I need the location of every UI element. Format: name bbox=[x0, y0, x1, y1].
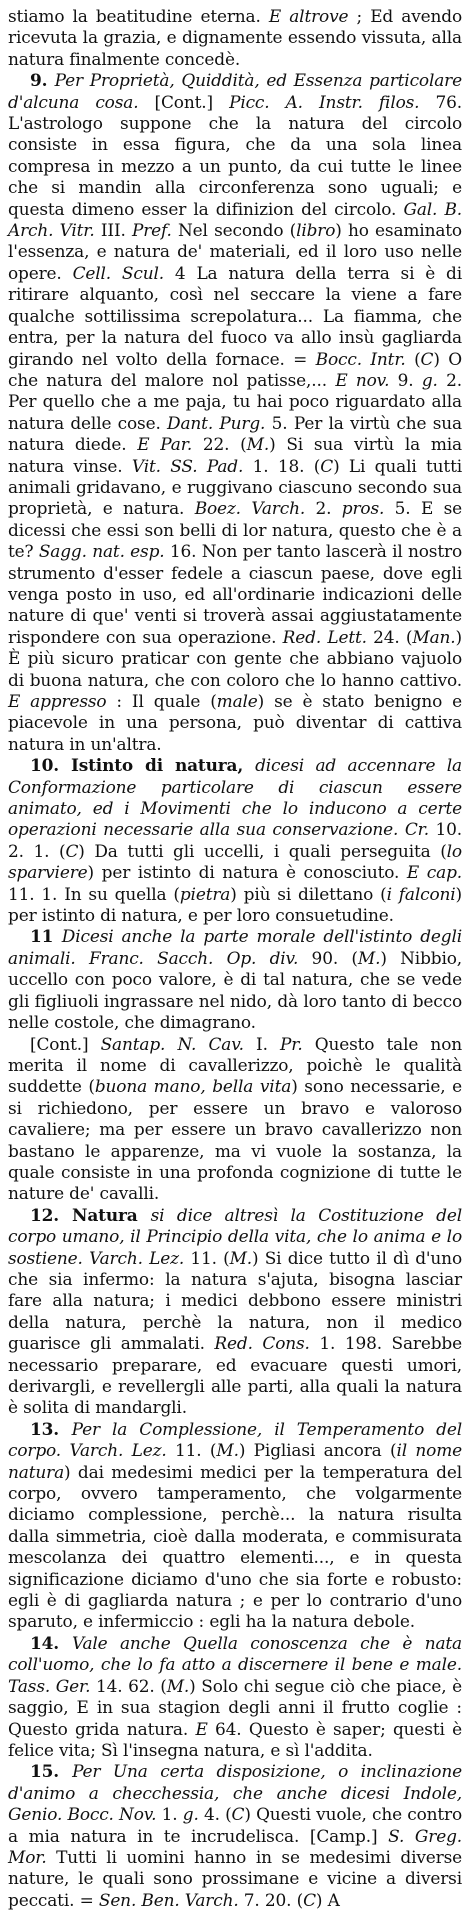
body-text: ( bbox=[405, 348, 421, 369]
body-text: ) Questi vuole, che contro a mia natura in te incrudelisca. [Camp.] bbox=[8, 1804, 463, 1846]
italic-text: Boez. Varch. bbox=[194, 498, 306, 519]
body-text: Nel secondo ( bbox=[171, 220, 297, 241]
body-text: : Il quale ( bbox=[106, 691, 217, 711]
body-text: ) per istinto di natura è conosciuto. bbox=[87, 862, 407, 883]
sense-number: 12. Natura bbox=[30, 1204, 151, 1225]
italic-text: E cap. bbox=[406, 862, 462, 883]
body-text: 16. Non per tanto lascerà il nostro strumento d'esser fedele a ciascun paese, dove egli venga posto in uso, ed all'ordinarie indicazioni delle nature di que' venti si troverà assai aggiustatamente rispondere con sua operazione. bbox=[8, 541, 462, 647]
italic-text: Bocc. Nov. bbox=[67, 1804, 157, 1825]
italic-text: C bbox=[420, 348, 434, 369]
body-text: ; Ed avendo ricevuta la grazia, e dignamente essendo vissuta, alla natura finalmente concedè. bbox=[8, 6, 463, 69]
italic-text: E appresso bbox=[8, 691, 107, 711]
body-text: ) Si sua virtù la mia natura vinse. bbox=[8, 434, 462, 476]
italic-text: Pref. bbox=[131, 220, 172, 241]
body-text: ) per istinto di natura, e per loro consuetudine. bbox=[8, 883, 462, 926]
italic-text: g. bbox=[421, 369, 438, 390]
body-text: 4. ( bbox=[198, 1804, 232, 1825]
body-text: 24. ( bbox=[366, 626, 413, 647]
italic-text: libro bbox=[296, 220, 336, 241]
italic-text: Picc. A. Instr. filos. bbox=[229, 91, 420, 112]
body-text: 22. ( bbox=[192, 434, 247, 455]
italic-text: Varch. Lez. bbox=[69, 1440, 167, 1461]
body-text: 11. 1. In su quella ( bbox=[8, 883, 180, 904]
italic-text: Gal. B. Arch. Vitr. bbox=[8, 198, 462, 241]
body-text: 5. E se dicessi che essi son belli di lor natura, questo che è a te? bbox=[8, 498, 462, 562]
entry-sense-15 bbox=[8, 1761, 462, 1911]
italic-text: lo sparviere bbox=[8, 840, 462, 883]
italic-text: M. bbox=[357, 947, 381, 968]
italic-text: Man. bbox=[412, 626, 456, 647]
italic-text: Per la Complessione, il Temperamento del corpo. bbox=[8, 1418, 463, 1461]
body-text: 5. Per la virtù che sua natura diede. bbox=[8, 412, 462, 455]
italic-text: male bbox=[216, 691, 258, 711]
italic-text: M. bbox=[229, 1247, 252, 1268]
italic-text: Sagg. nat. esp. bbox=[38, 541, 165, 562]
body-text: ) Nibbio, uccello con poco valore, è di tal natura, che se vede gli figliuoli ingrassare nel nido, dà loro tanto di becco nelle costole, che dimagrano. bbox=[8, 947, 462, 1033]
body-text: 1. 18. ( bbox=[243, 455, 321, 476]
body-text: ) più si dilettano ( bbox=[230, 883, 387, 904]
italic-text: E bbox=[195, 1718, 208, 1739]
body-text: ) O che natura del malore nol patisse,... bbox=[8, 348, 462, 390]
italic-text: Bocc. Intr. bbox=[315, 348, 406, 369]
body-text: ) ho esaminato l'essenza, e natura de' materiali, ed il loro uso nelle opere. bbox=[8, 220, 462, 283]
italic-text: Per Proprietà, Quiddità, ed Essenza particolare d'alcuna cosa. bbox=[8, 70, 462, 112]
italic-text: M. bbox=[216, 1440, 239, 1461]
italic-text: C bbox=[65, 840, 79, 861]
body-text: 64. Questo è saper; questi è felice vita; Sì l'insegna natura, e sì l'addita. bbox=[8, 1718, 462, 1760]
italic-text: Dant. Purg. bbox=[167, 412, 266, 433]
body-text: 2. bbox=[305, 498, 342, 519]
body-text: 2. Per quello che a me paja, tu hai poco riguardato alla natura delle cose. bbox=[8, 369, 462, 433]
body-text: Questo tale non merita il nome di cavallerizzo, poichè le qualità suddette ( bbox=[8, 1033, 462, 1097]
italic-text: il nome natura bbox=[8, 1440, 463, 1482]
sense-number: 13. bbox=[30, 1418, 72, 1439]
italic-text: S. Greg. Mor. bbox=[8, 1825, 462, 1867]
italic-text: si dice altresì la Costituzione del corpo umano, il Principio della vita, che lo anima e lo sostiene. bbox=[8, 1204, 463, 1268]
body-text: 10. 2. 1. ( bbox=[8, 819, 462, 861]
body-text: 14. 62. ( bbox=[90, 1675, 167, 1696]
body-text: ) Solo chi segue ciò che piace, è saggio, E in sua stagion degli anni il frutto coglie : Questo grida natura. bbox=[8, 1675, 462, 1739]
entry-sense-11 bbox=[8, 926, 462, 1033]
italic-text: Cell. Scul. bbox=[72, 262, 164, 283]
italic-text: Dicesi anche la parte morale dell'istinto degli animali. bbox=[8, 926, 462, 968]
body-text bbox=[76, 948, 89, 968]
body-text: [Cont.] bbox=[138, 91, 230, 112]
body-text: ) È più sicuro praticar con gente che abbiano vajuolo di buona natura, che con coloro che lo hanno cattivo. bbox=[8, 626, 463, 690]
italic-text: Per Una certa disposizione, o inclinazione d'animo a checchessia, che anche dicesi Indole, Genio. bbox=[8, 1761, 462, 1825]
italic-text: E nov. bbox=[335, 369, 390, 390]
body-text: stiamo la beatitudine eterna. bbox=[8, 6, 269, 26]
italic-text: i falconi bbox=[386, 883, 456, 904]
body-text: 9. bbox=[389, 369, 422, 390]
body-text: ) Si dice tutto il dì d'uno che sia infermo: la natura s'ajuta, bisogna lasciar fare alla natura; i medici debbono essere ministri della natura, perchè la natura, non il medico guarisce gli ammalati. bbox=[8, 1247, 462, 1354]
entry-sense-12 bbox=[8, 1205, 462, 1419]
sense-number: 14. bbox=[30, 1632, 72, 1653]
italic-text: pietra bbox=[179, 883, 231, 904]
entry-continuation bbox=[8, 6, 462, 70]
italic-text: Vit. SS. Pad. bbox=[131, 455, 244, 476]
body-text: Tutti li uomini hanno in se medesimi diverse nature, le quali sono prossimane e vicine a diversi peccati. = bbox=[8, 1846, 462, 1910]
body-text: 1. 198. Sarebbe necessario preparare, ed evacuare questi umori, derivargli, e revellergli alle parti, alla quali la natura è solita di mandargli. bbox=[8, 1333, 462, 1418]
body-text: ) dai medesimi medici per la temperatura del corpo, ovvero tamperamento, che volgarmente diciamo complessione, perchè... la natura risulta dalla simmetria, cioè dalla moderata, e commisurata mescolanza dei quattro elementi..., e in questa significazione diciamo d'uno che sia forte e robusto: egli è di gagliarda natura ; e per lo contrario d'uno sparuto, e infermiccio : egli ha la natura debole. bbox=[8, 1461, 462, 1632]
body-text: 7. 20. ( bbox=[238, 1889, 304, 1910]
italic-text: buona mano, bella vita bbox=[94, 1076, 292, 1097]
body-text: ) A bbox=[315, 1889, 340, 1910]
body-text: 11. ( bbox=[184, 1247, 230, 1268]
italic-text: Varch. Lez. bbox=[89, 1247, 185, 1268]
body-text: ) Pigliasi ancora ( bbox=[238, 1440, 397, 1461]
italic-text: M. bbox=[166, 1675, 190, 1696]
body-text: ) sono necessarie, e si richiedono, per essere un bravo e valoroso cavaliere; ma per essere un bravo cavallerizzo non bastano le apparenze, ma vi vuole la sostanza, la quale consiste in una profonda cognizione di tutte le nature de' cavalli. bbox=[8, 1076, 463, 1204]
italic-text: C bbox=[231, 1804, 245, 1825]
body-text: ) Li quali tutti animali gridavano, e ruggivano ciascuno secondo sua proprietà, e natura. bbox=[8, 455, 463, 519]
entry-sense-9 bbox=[8, 70, 462, 755]
body-text: ) se è stato benigno e piacevole in una persona, può diventar di cattiva natura in un'altra. bbox=[8, 691, 462, 754]
italic-text: M. bbox=[246, 434, 270, 455]
italic-text: Red. Cons. bbox=[214, 1333, 310, 1354]
body-text: ) Da tutti gli uccelli, i quali perseguita ( bbox=[78, 840, 447, 861]
italic-text: pros. bbox=[341, 498, 385, 519]
entry-sense-11-addendum bbox=[8, 1034, 462, 1205]
italic-text: Vale anche Quella conoscenza che è nata coll'uomo, che lo fa atto a discernere il bene e male. bbox=[8, 1632, 463, 1675]
body-text: 11. ( bbox=[166, 1440, 217, 1461]
italic-text: Sen. Ben. Varch. bbox=[98, 1889, 239, 1910]
entry-sense-13 bbox=[8, 1419, 462, 1633]
sense-number: 10. Istinto di natura, bbox=[30, 755, 256, 776]
sense-number: 15. bbox=[30, 1761, 73, 1782]
body-text: 90. ( bbox=[298, 947, 358, 968]
body-text: [Cont.] bbox=[30, 1033, 101, 1054]
body-text: 4 La natura della terra si è di ritirare alquanto, così nel seccare la viene a fare qualche sottilissima screpolatura... La fiamma, che entra, per la natura del fuoco va allo insù gagliarda girando nel volto della fornace. = bbox=[8, 262, 463, 369]
entry-sense-14 bbox=[8, 1633, 462, 1761]
italic-text: dicesi ad accennare la Conformazione particolare di ciascun essere animato, ed i Movimenti che lo inducono a certe operazioni necessarie alla sua conservazione. bbox=[8, 755, 462, 840]
body-text: 76. L'astrologo suppone che la natura del circolo consiste in essa figura, che da una sola linea compresa in mezzo a un punto, da cui tutte le linee che si mandin alla circonferenza sono uguali; e questa dimeno esser la difinizion del circolo. bbox=[8, 91, 463, 219]
body-text: I. bbox=[243, 1033, 280, 1054]
italic-text: E altrove bbox=[268, 6, 349, 26]
body-text: III. bbox=[94, 220, 132, 241]
italic-text: E Par. bbox=[137, 434, 193, 455]
italic-text: Franc. Sacch. Op. div. bbox=[88, 947, 299, 968]
italic-text: g. bbox=[182, 1804, 199, 1825]
italic-text: Red. Lett. bbox=[282, 626, 367, 647]
sense-number: 9. bbox=[30, 70, 55, 91]
entry-sense-10 bbox=[8, 755, 462, 926]
italic-text: Pr. bbox=[279, 1033, 303, 1054]
italic-text: Tass. Ger. bbox=[8, 1675, 91, 1696]
sense-number: 11 bbox=[30, 926, 62, 947]
italic-text: C bbox=[320, 455, 334, 476]
body-text: 1. bbox=[156, 1804, 183, 1825]
italic-text: Santap. N. Cav. bbox=[100, 1033, 244, 1054]
italic-text: Cr. bbox=[404, 819, 429, 840]
italic-text: C bbox=[303, 1889, 316, 1910]
